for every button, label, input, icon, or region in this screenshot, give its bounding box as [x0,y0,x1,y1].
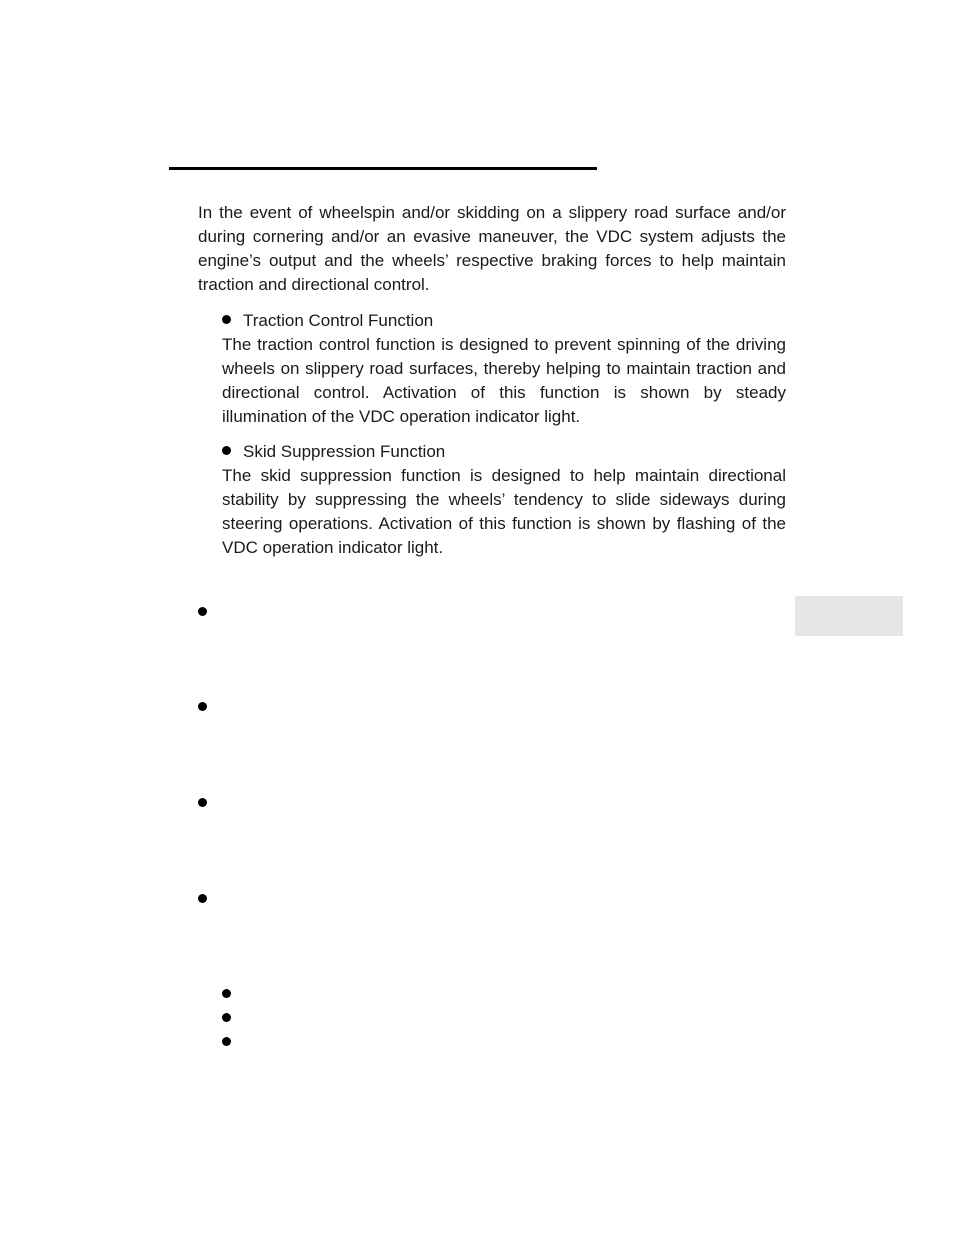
section-rule [169,167,597,170]
bullet-icon [198,798,207,807]
skid-suppression-body: The skid suppression function is designed to help maintain directional stability by suppressing the wheels’ tendency to slide sideways during steering operations. Activation of this function is shown by flashing of the VDC operation indicator light. [222,466,786,557]
bullet-icon [198,607,207,616]
traction-control-heading [222,309,433,333]
bullet-icon [222,989,231,998]
traction-control-body: The traction control function is designed to prevent spinning of the driving wheels on slippery road surfaces, thereby helping to maintain traction and directional control. Activation of this function is shown by steady illumination of the VDC operation indicator light. [222,335,786,426]
traction-control-heading-text: Traction Control Function [243,311,434,330]
bullet-icon [222,315,231,324]
skid-suppression-heading-text: Skid Suppression Function [243,442,446,461]
skid-suppression-heading [222,440,445,464]
bullet-icon [198,894,207,903]
intro-paragraph: In the event of wheelspin and/or skidding on a slippery road surface and/or during cornering and/or an evasive maneuver, the VDC system adjusts the engine’s output and the wheels’ respective braking forces to help maintain traction and directional control. [198,203,786,294]
bullet-icon [198,702,207,711]
bullet-icon [222,446,231,455]
side-tab [795,596,903,636]
bullet-icon [222,1037,231,1046]
bullet-icon [222,1013,231,1022]
